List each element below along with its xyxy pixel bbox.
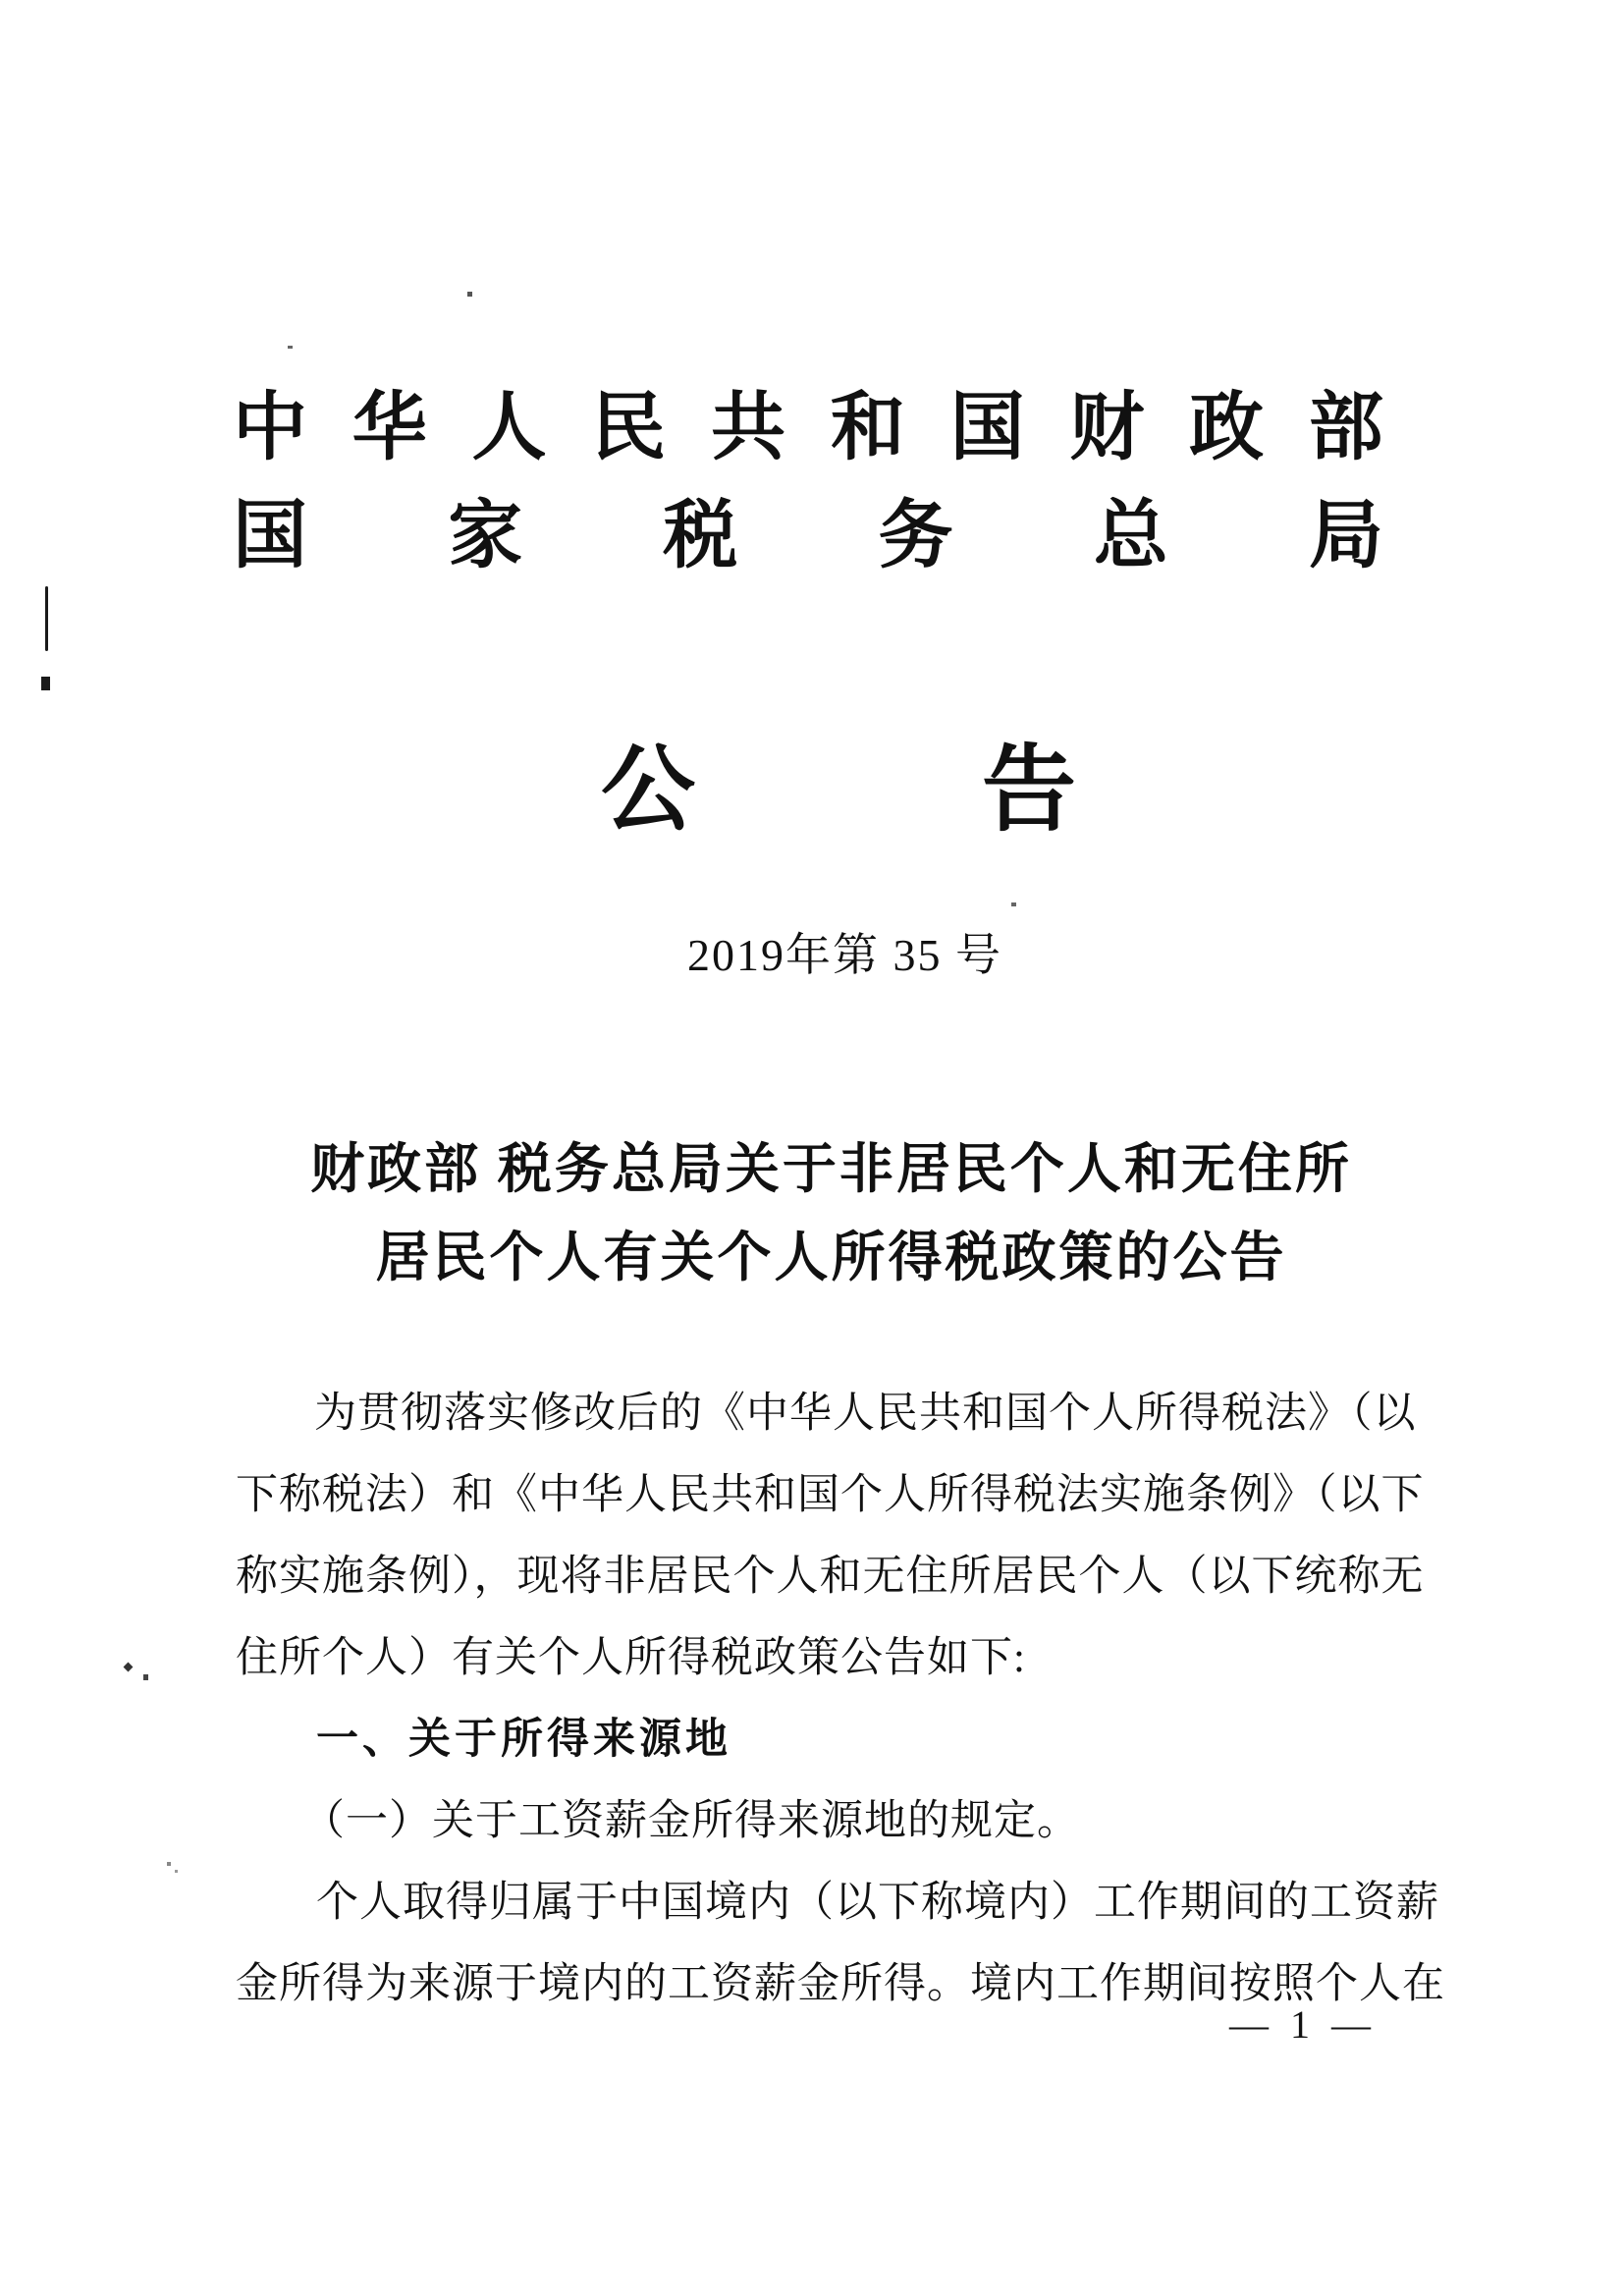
section-heading-income-source: 一、关于所得来源地 xyxy=(316,1716,731,1763)
scan-artifact-speck xyxy=(1011,902,1016,906)
scan-artifact-speck xyxy=(124,1663,134,1672)
body-line: 称实施条例），现将非居民个人和无住所居民个人（以下统称无 xyxy=(236,1554,1425,1600)
subsection-heading-wages-salaries: （一）关于工资薪金所得来源地的规定。 xyxy=(302,1798,1080,1844)
scan-artifact-speck xyxy=(143,1674,148,1680)
document-title-line-1: 财政部 税务总局关于非居民个人和无住所 xyxy=(310,1139,1352,1199)
scan-artifact-dot xyxy=(41,677,50,690)
scan-artifact-vertical-line xyxy=(45,586,48,651)
notice-number: 2019年第 35 号 xyxy=(687,930,1002,980)
body-line: 金所得为来源于境内的工资薪金所得。境内工作期间按照个人在 xyxy=(236,1961,1445,2007)
document-title-line-2: 居民个人有关个人所得税政策的公告 xyxy=(375,1228,1287,1287)
body-line: 为贯彻落实修改后的《中华人民共和国个人所得税法》（以 xyxy=(314,1391,1417,1437)
scan-artifact-speck xyxy=(175,1870,178,1873)
scan-artifact-speck xyxy=(167,1862,171,1866)
notice-title: 公 告 xyxy=(601,738,1076,843)
issuer-name-state-taxation-administration: 国 家 税 务 总 局 xyxy=(233,495,1383,577)
issuer-name-ministry-of-finance: 中 华 人 民 共 和 国 财 政 部 xyxy=(233,387,1383,469)
page-number: — 1 — xyxy=(1229,2002,1377,2047)
scan-artifact-speck xyxy=(288,346,293,349)
scan-artifact-speck xyxy=(467,292,472,297)
body-line: 下称税法）和《中华人民共和国个人所得税法实施条例》（以下 xyxy=(236,1472,1425,1518)
body-line: 住所个人）有关个人所得税政策公告如下: xyxy=(236,1635,1026,1681)
body-line: 个人取得归属于中国境内（以下称境内）工作期间的工资薪 xyxy=(316,1880,1439,1926)
